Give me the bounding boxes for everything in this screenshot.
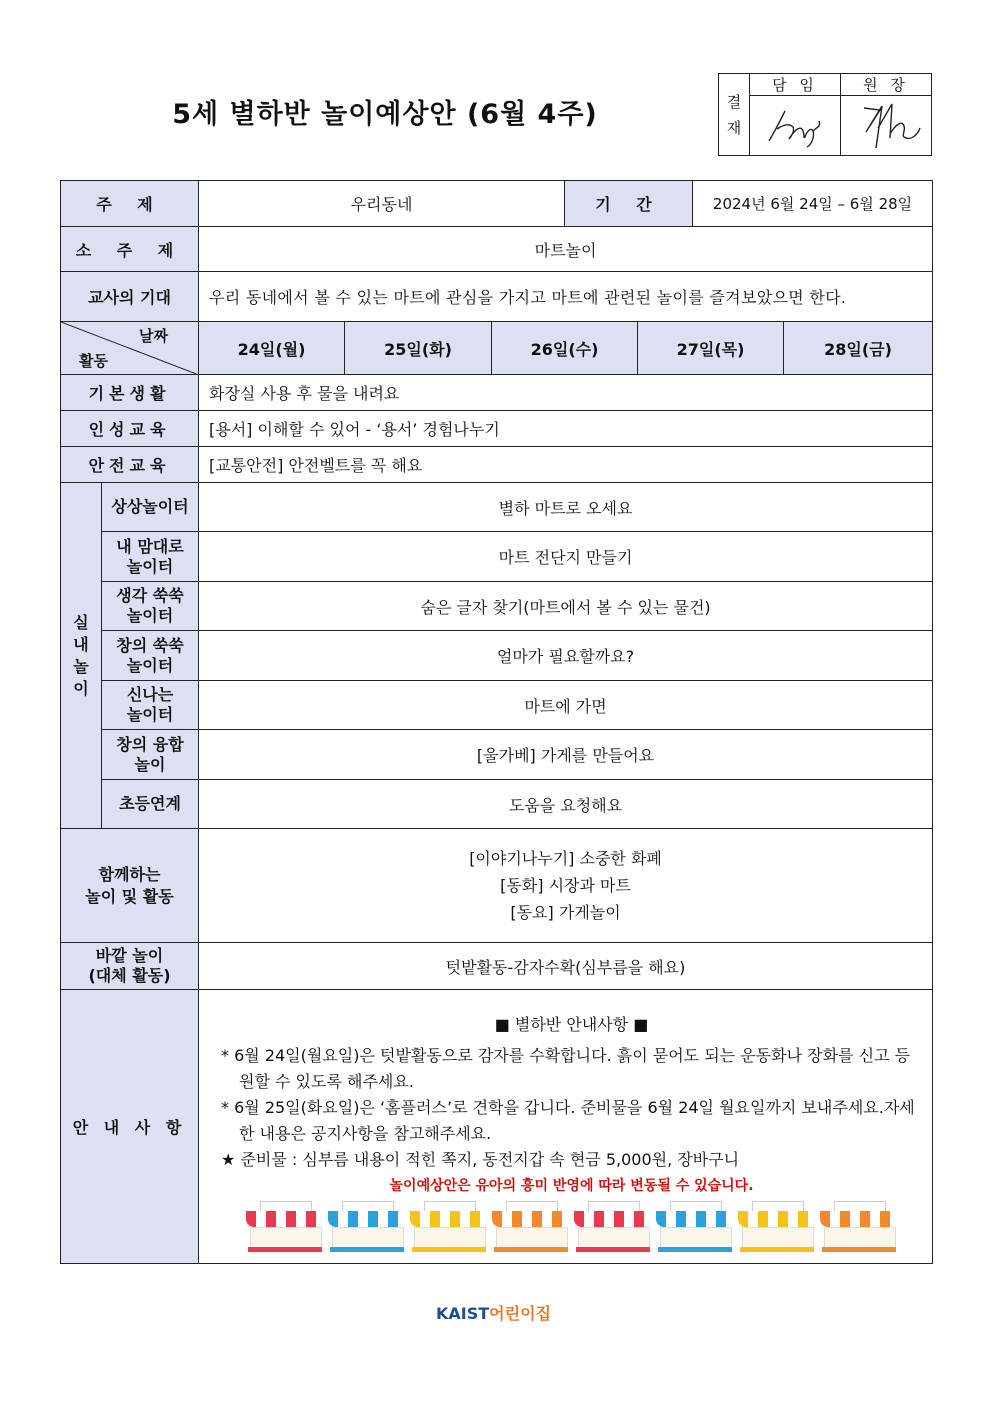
indoor-label-1: 상상놀이터 [102, 483, 199, 532]
notice-row [61, 990, 933, 1264]
period-label [565, 181, 693, 227]
character-label-text: 인성교육 [88, 420, 171, 439]
safety-row [61, 447, 933, 483]
notice-title: ■ 별하반 안내사항 ■ [494, 1015, 649, 1034]
indoor-content-1: 별하 마트로 오세요 [199, 483, 933, 532]
director-signature [841, 96, 932, 156]
shop-icon [410, 1201, 488, 1253]
expectation-row [61, 272, 933, 322]
indoor-label-3: 생각 쑥쑥 놀이터 [102, 582, 199, 631]
day-wed: 26일(수) [492, 322, 638, 375]
indoor-label-7: 초등연계 [102, 780, 199, 829]
safety-value: [교통안전] 안전벨트를 꼭 해요 [199, 447, 933, 483]
teacher-signature-icon [755, 101, 835, 151]
period-value: 2024년 6월 24일 – 6월 28일 [693, 181, 933, 227]
notice-label [61, 990, 199, 1264]
indoor-row-3 [61, 582, 933, 631]
day-mon: 24일(월) [199, 322, 345, 375]
subject-label-text: 주 제 [96, 195, 163, 214]
director-signature-icon [846, 98, 926, 153]
indoor-row-5 [61, 681, 933, 730]
days-row [61, 322, 933, 375]
subject-value: 우리동네 [199, 181, 565, 227]
outdoor-row [61, 943, 933, 990]
indoor-content-5: 마트에 가면 [199, 681, 933, 730]
indoor-content-4: 얼마가 필요할까요? [199, 631, 933, 681]
shop-icon [738, 1201, 816, 1253]
shop-icon [574, 1201, 652, 1253]
kaist-logo [436, 1301, 551, 1324]
together-item-3: [동요] 가게놀이 [510, 903, 621, 922]
shop-icon [656, 1201, 734, 1253]
notice-label-text: 안 내 사 항 [72, 1118, 187, 1137]
period-label-text: 기 간 [595, 195, 662, 214]
indoor-row-6 [61, 730, 933, 780]
shop-icon [246, 1201, 324, 1253]
approval-box [718, 73, 932, 156]
day-tue: 25일(화) [345, 322, 492, 375]
together-item-2: [동화] 시장과 마트 [500, 876, 631, 895]
plan-table [60, 180, 933, 1264]
basic-life-value: 화장실 사용 후 물을 내려요 [199, 375, 933, 411]
outdoor-label: 바깥 놀이 (대체 활동) [61, 943, 199, 990]
teacher-signature [750, 96, 841, 156]
together-label: 함께하는 놀이 및 활동 [61, 829, 199, 943]
together-row [61, 829, 933, 943]
outdoor-value: 텃밭활동-감자수확(심부름을 해요) [199, 943, 933, 990]
indoor-content-7: 도움을 요청해요 [199, 780, 933, 829]
indoor-row-1 [61, 483, 933, 532]
indoor-label-6: 창의 융합 놀이 [102, 730, 199, 780]
safety-label-text: 안전교육 [88, 456, 171, 475]
subject-row [61, 181, 933, 227]
shop-icon [492, 1201, 570, 1253]
notice-disclaimer: 놀이예상안은 유아의 흥미 반영에 따라 변동될 수 있습니다. [389, 1178, 754, 1194]
approval-side-label [719, 74, 750, 156]
character-row [61, 411, 933, 447]
shop-icon [820, 1201, 898, 1253]
indoor-label-2: 내 맘대로 놀이터 [102, 532, 199, 582]
approval-side-text: 결 재 [726, 92, 742, 137]
shop-illustration-row [221, 1201, 922, 1253]
safety-label [61, 447, 199, 483]
page-title: 5세 별하반 놀이예상안 (6월 4주) [172, 99, 598, 130]
subject-label [61, 181, 199, 227]
indoor-row-7 [61, 780, 933, 829]
expectation-value: 우리 동네에서 볼 수 있는 마트에 관심을 가지고 마트에 관련된 놀이를 즐겨보았으면 한다. [199, 272, 933, 322]
notice-item-2: * 6월 25일(화요일)은 ‘홈플러스’로 견학을 갑니다. 준비물을 6월 24일 월요일까지 보내주세요.자세한 내용은 공지사항을 참고해주세요. [221, 1098, 915, 1143]
notice-content [199, 990, 933, 1264]
subtopic-row [61, 227, 933, 272]
indoor-content-3: 숨은 글자 찾기(마트에서 볼 수 있는 물건) [199, 582, 933, 631]
basic-life-label [61, 375, 199, 411]
shop-icon [328, 1201, 406, 1253]
logo-kindergarten-text: 어린이집 [489, 1304, 551, 1323]
indoor-label [61, 483, 102, 829]
notice-item-1: * 6월 24일(월요일)은 텃밭활동으로 감자를 수확합니다. 흙이 묻어도 되는 운동화나 장화를 신고 등원할 수 있도록 해주세요. [221, 1046, 911, 1091]
indoor-row-4 [61, 631, 933, 681]
day-fri: 28일(금) [784, 322, 933, 375]
date-activity-header [61, 322, 199, 375]
indoor-label-5: 신나는 놀이터 [102, 681, 199, 730]
indoor-label-text: 실 내 놀 이 [73, 612, 89, 698]
together-content [199, 829, 933, 943]
expectation-label: 교사의 기대 [61, 272, 199, 322]
character-value: [용서] 이해할 수 있어 - ‘용서’ 경험나누기 [199, 411, 933, 447]
character-label [61, 411, 199, 447]
logo-kaist-text: KAIST [436, 1304, 490, 1323]
day-thu: 27일(목) [638, 322, 784, 375]
notice-item-3: ★ 준비물 : 심부름 내용이 적힌 쪽지, 동전지갑 속 현금 5,000원, 장바구니 [221, 1150, 740, 1169]
indoor-content-2: 마트 전단지 만들기 [199, 532, 933, 582]
basic-life-label-text: 기본생활 [88, 384, 171, 403]
together-item-1: [이야기나누기] 소중한 화폐 [469, 849, 662, 868]
basic-life-row [61, 375, 933, 411]
activity-header-label: 활동 [79, 352, 108, 370]
indoor-label-4: 창의 쑥쑥 놀이터 [102, 631, 199, 681]
approval-teacher-header: 담 임 [750, 74, 841, 96]
indoor-row-2 [61, 532, 933, 582]
indoor-content-6: [울가베] 가게를 만들어요 [199, 730, 933, 780]
subtopic-label [61, 227, 199, 272]
subtopic-label-text: 소 주 제 [75, 240, 184, 260]
subtopic-value: 마트놀이 [199, 227, 933, 272]
approval-director-header: 원 장 [841, 74, 932, 96]
date-header-label: 날짜 [139, 327, 169, 345]
